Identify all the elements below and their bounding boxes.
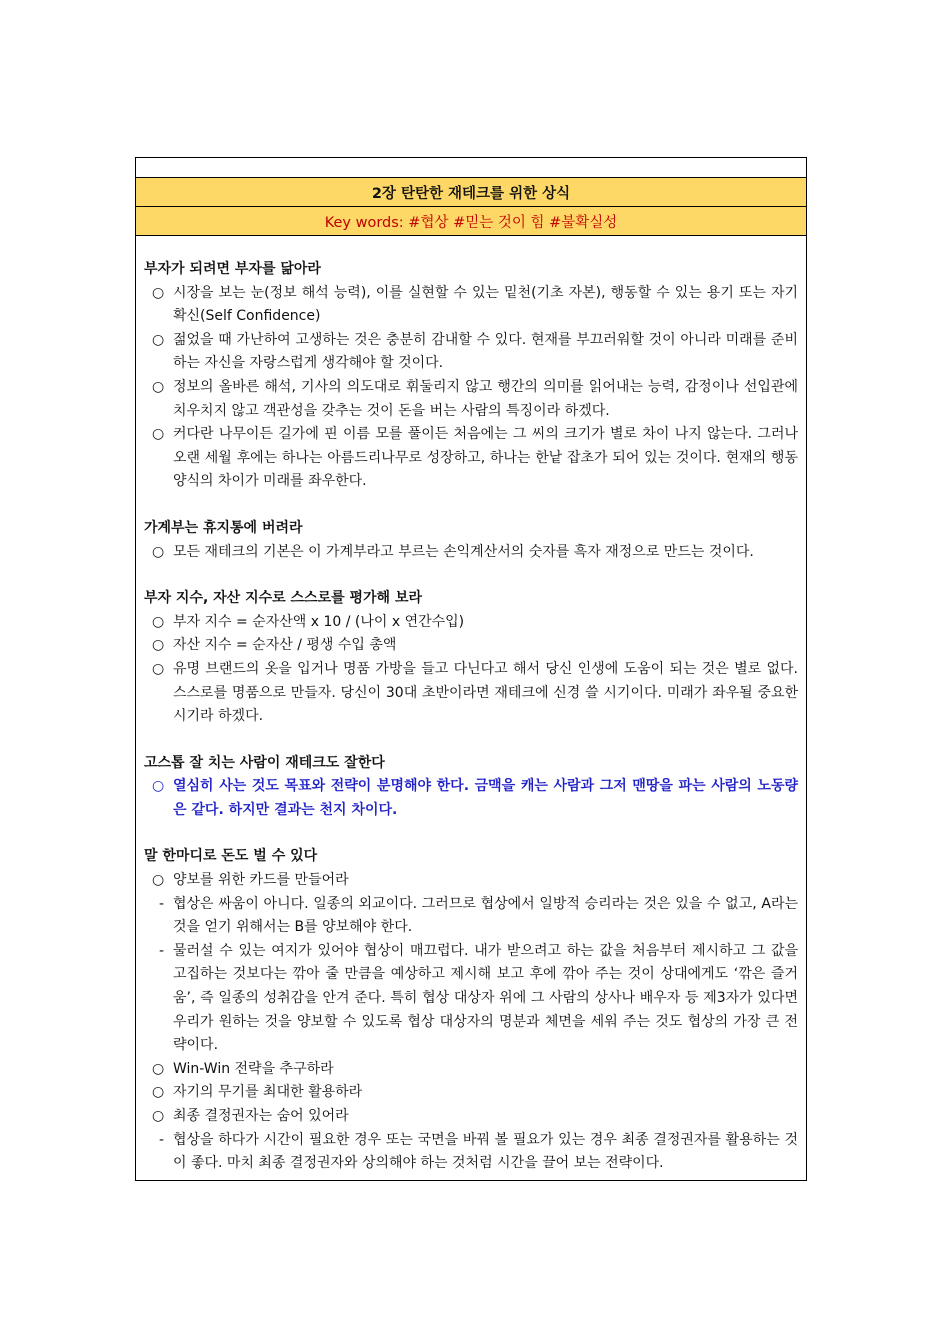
section-gostop	[144, 752, 798, 823]
document-body	[136, 236, 806, 1176]
circle-bullet-icon: ○	[152, 284, 165, 301]
circle-bullet-icon: ○	[152, 613, 165, 630]
item-text: 물러설 수 있는 여지가 있어야 협상이 매끄럽다. 내가 받으려고 하는 값을 처음부터 제시하고 그 값을 고집하는 것보다는 깎아 줄 만큼을 예상하고 제시해 보고 후에 깎아 주는 것이 상대에게도 ‘깎은 즐거움’, 즉 일종의 성취감을 안겨 준다. 특히 협상 대상자 위에 그 사람의 상사나 배우자 등 제3자가 있다면 우리가 원하는 것을 양보할 수 있도록 협상 대상자의 명분과 체면을 세워 주는 것도 협상의 가장 큰 전략이다.	[173, 942, 798, 1054]
item-text: 양보를 위한 카드를 만들어라	[173, 872, 349, 889]
section-title: 부자가 되려면 부자를 닮아라	[144, 261, 321, 277]
dash-bullet-icon: -	[159, 942, 165, 959]
list-item	[144, 634, 798, 658]
section-title: 부자 지수, 자산 지수로 스스로를 평가해 보라	[144, 590, 422, 607]
list-item	[144, 541, 798, 565]
section-negotiation	[144, 845, 798, 1175]
list-item	[144, 376, 798, 423]
list-item	[144, 329, 798, 376]
circle-bullet-icon: ○	[152, 1084, 165, 1101]
circle-bullet-icon: ○	[152, 778, 165, 795]
item-text: Win-Win 전략을 추구하라	[173, 1060, 334, 1077]
list-item	[144, 1081, 798, 1105]
circle-bullet-icon: ○	[152, 1060, 165, 1077]
list-item	[144, 869, 798, 893]
item-text: 자산 지수 = 순자산 / 평생 수입 총액	[173, 637, 397, 654]
item-text: 유명 브랜드의 옷을 입거나 명품 가방을 들고 다닌다고 해서 당신 인생에 도움이 되는 것은 별로 없다. 스스로를 명품으로 만들자. 당신이 30대 초반이라면 재테크에 신경 쓸 시기이다. 미래가 좌우될 중요한 시기라 하겠다.	[173, 660, 798, 725]
document-table	[135, 157, 807, 1181]
item-text: 부자 지수 = 순자산액 x 10 / (나이 x 연간수입)	[173, 613, 465, 630]
item-text: 열심히 사는 것도 목표와 전략이 분명해야 한다. 금맥을 캐는 사람과 그저 맨땅을 파는 사람의 노동량은 같다. 하지만 결과는 천지 차이다.	[173, 778, 798, 818]
sub-list-item	[144, 940, 798, 1058]
item-text: 시장을 보는 눈(정보 해석 능력), 이를 실현할 수 있는 밑천(기초 자본), 행동할 수 있는 용기 또는 자기 확신(Self Confidence)	[173, 284, 798, 325]
item-text: 협상을 하다가 시간이 필요한 경우 또는 국면을 바꿔 볼 필요가 있는 경우 최종 결정권자를 활용하는 것이 좋다. 마치 최종 결정권자와 상의해야 하는 것처럼 시간을 끌어 보는 전략이다.	[173, 1131, 798, 1172]
dash-bullet-icon: -	[159, 895, 165, 912]
list-item	[144, 658, 798, 729]
list-item	[144, 423, 798, 494]
section-title: 가계부는 휴지통에 버려라	[144, 519, 303, 536]
list-item	[144, 1105, 798, 1129]
circle-bullet-icon: ○	[152, 872, 165, 889]
section-title: 말 한마디로 돈도 벌 수 있다	[144, 848, 318, 865]
section-be-like-rich	[144, 258, 798, 494]
keywords-line: Key words: #협상 #믿는 것이 힘 #불확실성	[136, 207, 806, 236]
circle-bullet-icon: ○	[152, 426, 165, 443]
item-text: 정보의 올바른 해석, 기사의 의도대로 휘둘리지 않고 행간의 의미를 읽어내는 능력, 감정이나 선입관에 치우치지 않고 객관성을 갖추는 것이 돈을 버는 사람의 특징이라 하겠다.	[173, 378, 798, 419]
section-wealth-index	[144, 587, 798, 729]
sub-list-item	[144, 893, 798, 940]
item-text: 젊었을 때 가난하여 고생하는 것은 충분히 감내할 수 있다. 현재를 부끄러워할 것이 아니라 미래를 준비하는 자신을 자랑스럽게 생각해야 할 것이다.	[173, 331, 798, 372]
item-text: 자기의 무기를 최대한 활용하라	[173, 1084, 363, 1101]
list-item	[144, 611, 798, 635]
section-title: 고스톱 잘 치는 사람이 재테크도 잘한다	[144, 754, 385, 771]
item-text: 모든 재테크의 기본은 이 가계부라고 부르는 손익계산서의 숫자를 흑자 재정으로 만드는 것이다.	[173, 543, 754, 560]
highlighted-list-item	[144, 775, 798, 822]
item-text: 커다란 나무이든 길가에 핀 이름 모를 풀이든 처음에는 그 씨의 크기가 별로 차이 나지 않는다. 그러나 오랜 세월 후에는 하나는 아름드리나무로 성장하고, 하나는 한낱 잡초가 되어 있는 것이다. 현재의 행동 양식의 차이가 미래를 좌우한다.	[173, 426, 798, 490]
item-text: 협상은 싸움이 아니다. 일종의 외교이다. 그러므로 협상에서 일방적 승리라는 것은 있을 수 없고, A라는 것을 얻기 위해서는 B를 양보해야 한다.	[173, 895, 798, 936]
circle-bullet-icon: ○	[152, 378, 165, 395]
list-item	[144, 1058, 798, 1082]
top-empty-row	[136, 158, 806, 178]
circle-bullet-icon: ○	[152, 331, 165, 348]
circle-bullet-icon: ○	[152, 660, 165, 677]
section-household-ledger	[144, 517, 798, 564]
list-item	[144, 282, 798, 329]
dash-bullet-icon: -	[159, 1131, 165, 1148]
circle-bullet-icon: ○	[152, 637, 165, 654]
chapter-title: 2장 탄탄한 재테크를 위한 상식	[136, 178, 806, 207]
circle-bullet-icon: ○	[152, 543, 165, 560]
sub-list-item	[144, 1129, 798, 1176]
circle-bullet-icon: ○	[152, 1108, 165, 1124]
item-text: 최종 결정권자는 숨어 있어라	[173, 1108, 349, 1124]
